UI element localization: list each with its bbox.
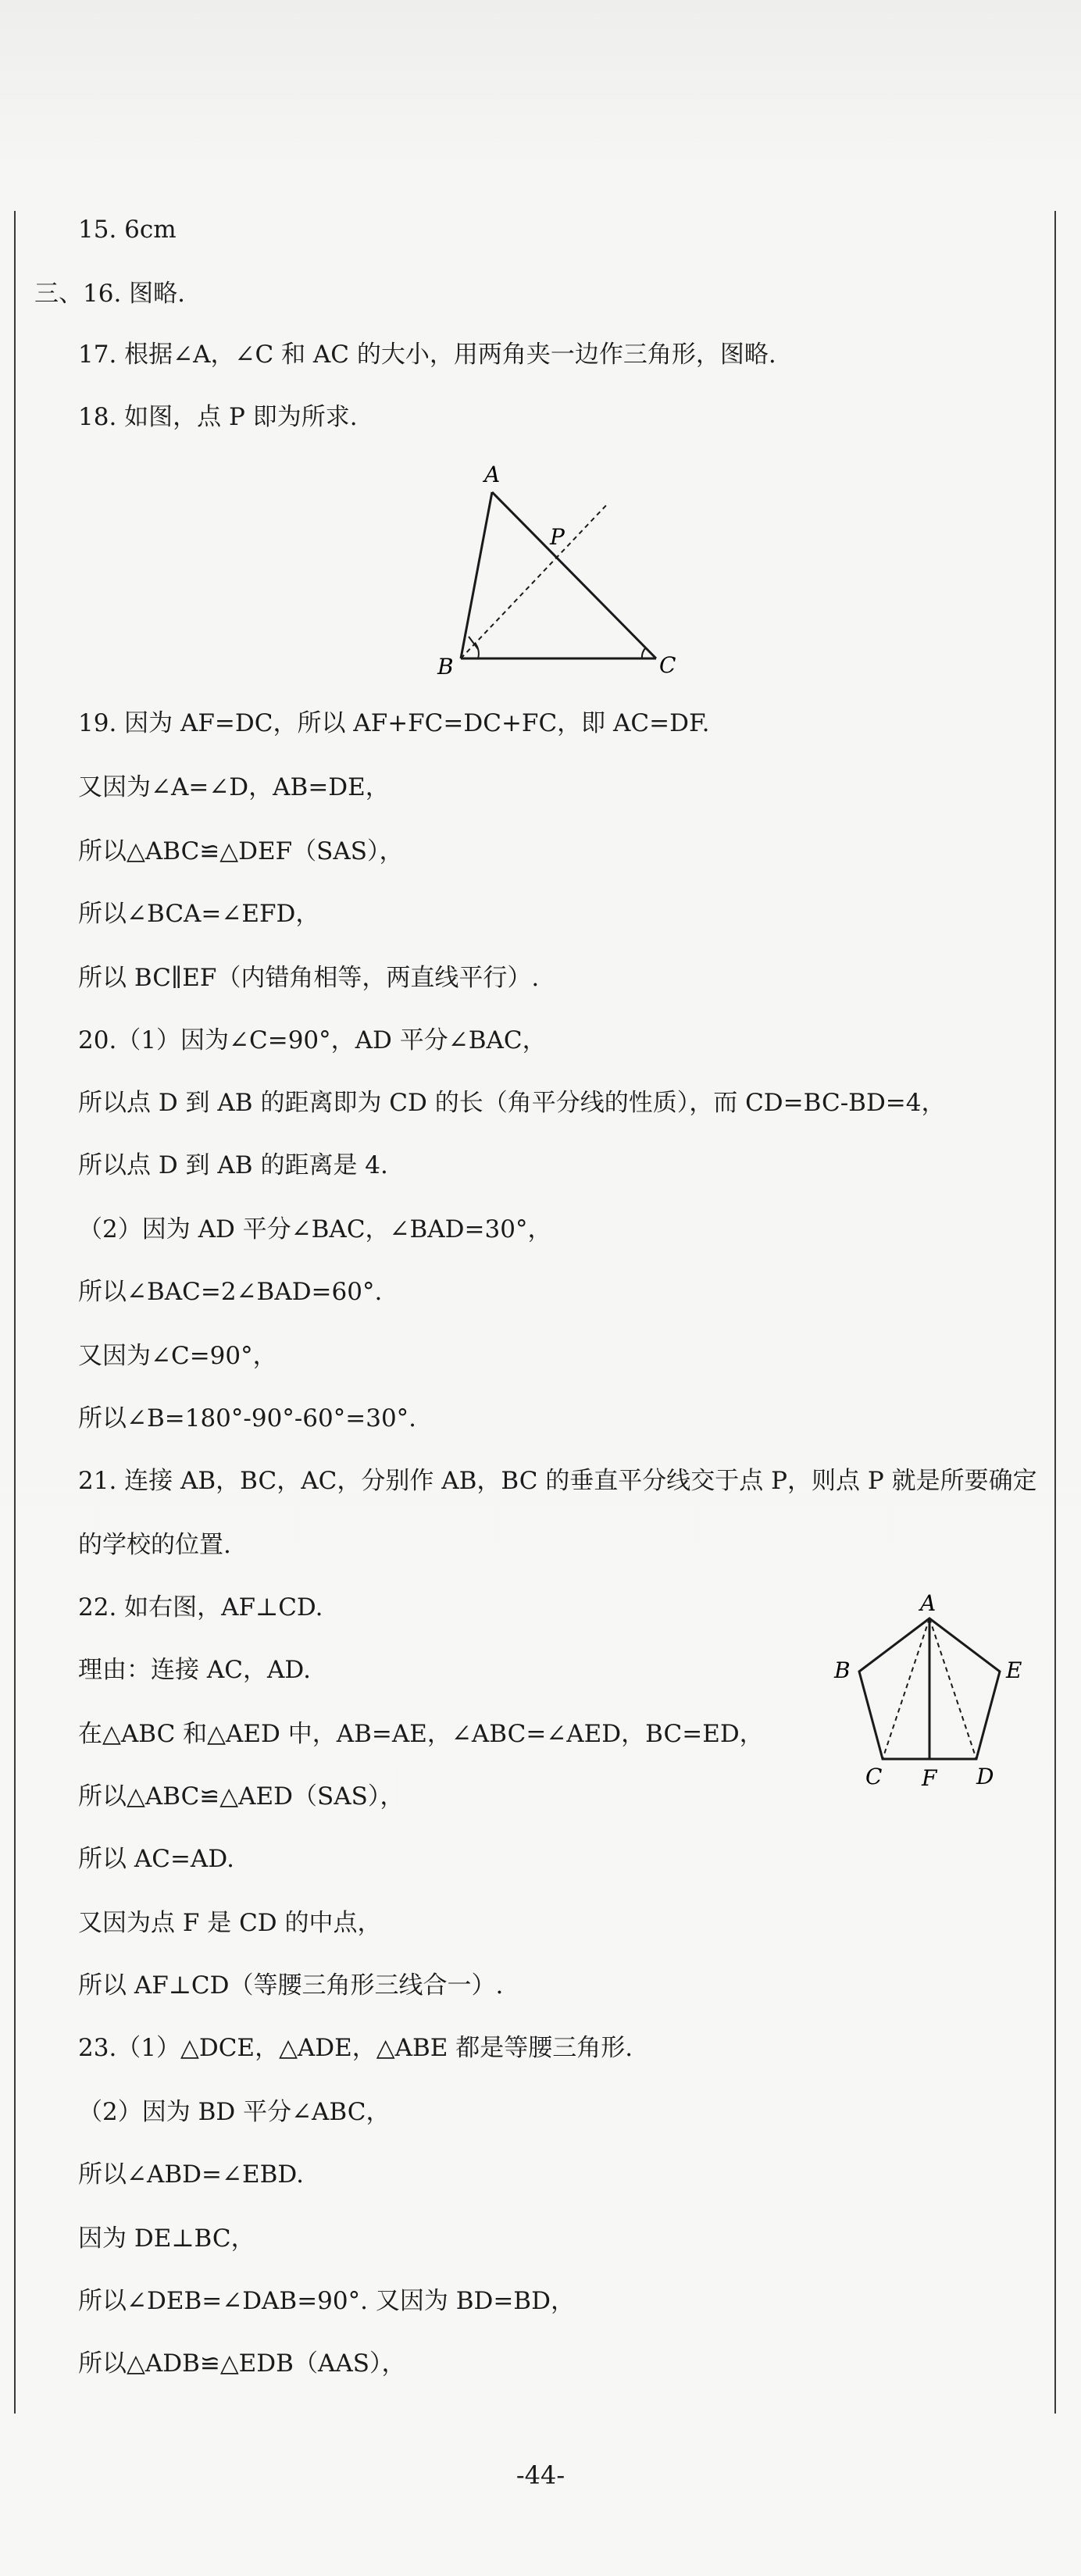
- text-line: 所以点 D 到 AB 的距离即为 CD 的长（角平分线的性质），而 CD=BC-BD=4，: [78, 1089, 946, 1117]
- label-c: C: [865, 1764, 883, 1789]
- text-line: 所以 BC∥EF（内错角相等，两直线平行）.: [78, 964, 540, 992]
- text-line: 在△ABC 和△AED 中，AB=AE，∠ABC=∠AED，BC=ED，: [78, 1720, 764, 1748]
- label-d: D: [976, 1764, 994, 1789]
- text-line: 所以∠B=180°-90°-60°=30°.: [78, 1404, 417, 1432]
- label-a: A: [484, 462, 501, 487]
- text-line: 15. 6cm: [78, 216, 177, 244]
- label-a: A: [920, 1590, 937, 1616]
- text-line: 又因为∠C=90°，: [78, 1342, 277, 1370]
- text-line: 又因为点 F 是 CD 的中点，: [78, 1909, 382, 1937]
- left-margin-rule: [14, 211, 16, 2414]
- figure-pentagon: [812, 1586, 1047, 1796]
- text-line: 22. 如右图，AF⊥CD.: [78, 1593, 323, 1622]
- text-line: 又因为∠A=∠D，AB=DE，: [78, 773, 390, 801]
- text-line: 所以△ABC≌△DEF（SAS），: [78, 837, 404, 865]
- text-line: 所以△ADB≌△EDB（AAS），: [78, 2349, 406, 2378]
- text-line: （2）因为 AD 平分∠BAC，∠BAD=30°，: [78, 1215, 552, 1243]
- right-margin-rule: [1054, 211, 1056, 2414]
- text-line: 18. 如图，点 P 即为所求.: [78, 403, 358, 431]
- label-f: F: [922, 1765, 937, 1791]
- angle-mark-c: [642, 648, 646, 658]
- text-line: 理由：连接 AC，AD.: [78, 1656, 311, 1684]
- text-line: （2）因为 BD 平分∠ABC，: [78, 2098, 391, 2126]
- figure-triangle-abc: [422, 457, 703, 683]
- text-line: 所以∠DEB=∠DAB=90°. 又因为 BD=BD，: [78, 2287, 575, 2315]
- label-p: P: [550, 524, 565, 550]
- text-line: 所以点 D 到 AB 的距离是 4.: [78, 1151, 388, 1179]
- text-line: 所以△ABC≌△AED（SAS），: [78, 1782, 405, 1811]
- bisector-dashed: [461, 505, 606, 658]
- edge-ac: [492, 492, 656, 658]
- page-number: -44-: [516, 2460, 565, 2490]
- text-line: 三、16. 图略.: [34, 280, 186, 308]
- text-line: 的学校的位置.: [78, 1531, 231, 1559]
- tick-mark: [469, 637, 478, 649]
- text-line: 因为 DE⊥BC，: [78, 2225, 255, 2253]
- text-line: 23.（1）△DCE，△ADE，△ABE 都是等腰三角形.: [78, 2034, 633, 2062]
- text-line: 所以 AF⊥CD（等腰三角形三线合一）.: [78, 1971, 504, 2000]
- label-c: C: [659, 652, 676, 678]
- text-line: 17. 根据∠A，∠C 和 AC 的大小，用两角夹一边作三角形，图略.: [78, 341, 776, 369]
- segment-ac-dashed: [883, 1618, 929, 1759]
- label-b: B: [834, 1657, 851, 1683]
- text-line: 所以∠BAC=2∠BAD=60°.: [78, 1278, 383, 1306]
- text-line: 20.（1）因为∠C=90°，AD 平分∠BAC，: [78, 1026, 547, 1054]
- label-b: B: [437, 654, 454, 680]
- text-line: 所以∠ABD=∠EBD.: [78, 2160, 304, 2189]
- segment-ad-dashed: [929, 1618, 976, 1759]
- text-line: 所以 AC=AD.: [78, 1845, 234, 1873]
- text-line: 21. 连接 AB，BC，AC，分别作 AB，BC 的垂直平分线交于点 P，则点 P 就是所要确定: [78, 1467, 1037, 1495]
- edge-ab: [461, 492, 492, 658]
- text-line: 19. 因为 AF=DC，所以 AF+FC=DC+FC，即 AC=DF.: [78, 709, 710, 737]
- label-e: E: [1006, 1657, 1022, 1683]
- text-line: 所以∠BCA=∠EFD，: [78, 900, 320, 928]
